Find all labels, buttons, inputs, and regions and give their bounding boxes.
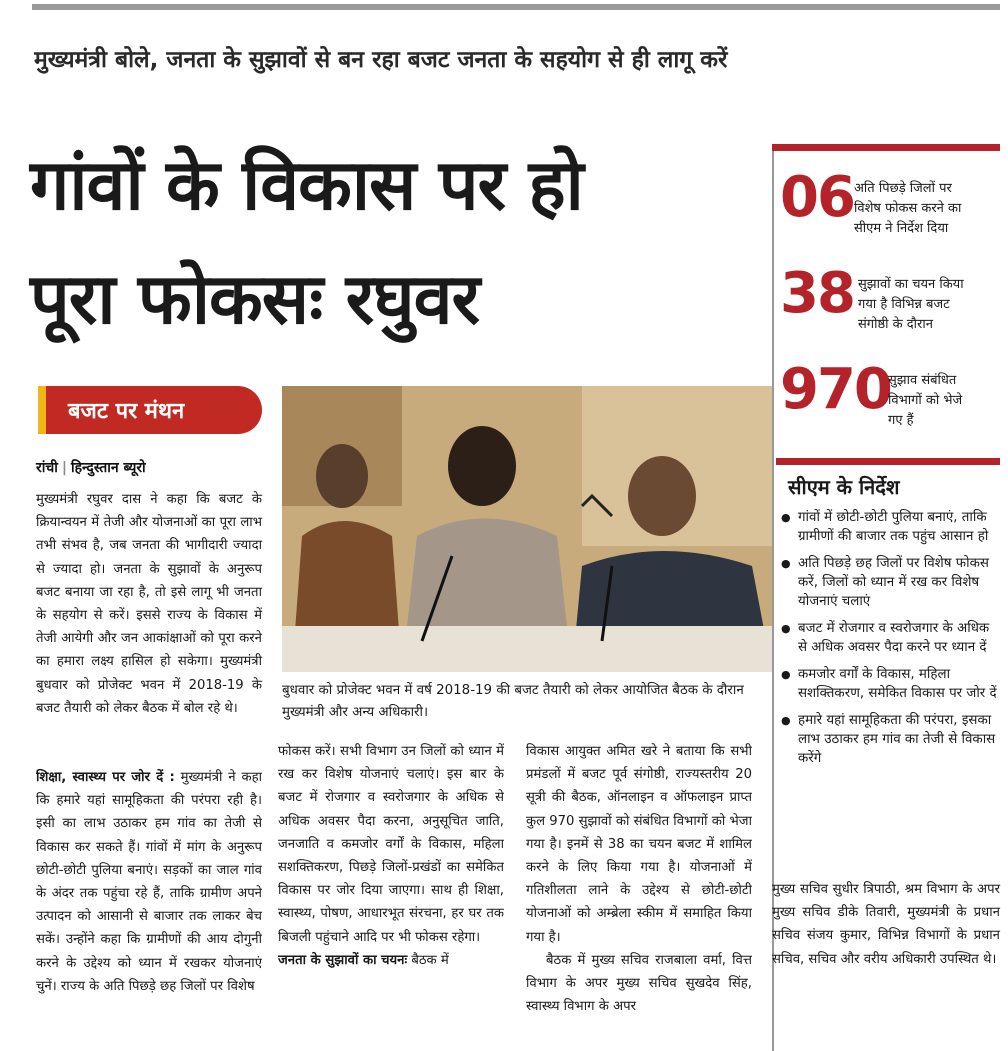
directive-item: ● कमजोर वर्गों के विकास, महिला सशक्तिकरण, समेकित विकास पर जोर दें	[780, 665, 1002, 703]
headline-line-1: गांवों के विकास पर हो	[30, 144, 583, 226]
stat-line: सुझाव संबंधित	[888, 373, 957, 388]
stat-text	[888, 371, 962, 431]
stat-970	[772, 357, 1000, 453]
directives-heading: सीएम के निर्देश	[788, 475, 900, 499]
article-col-1-bottom	[36, 766, 262, 1051]
stats-box	[772, 144, 1000, 456]
article-text: फोकस करें। सभी विभाग उन जिलों को ध्यान में रख कर विशेष योजनाएं चलाएं। इस बार के बजट में रोजगार व स्वरोजगार के अधिक से अधिक अवसर पैदा करना, अनुसूचित जाति, जनजाति व कमजोर वर्गों के विकास, महिला सशक्तिकरण, पिछड़े जिलों-प्रखंडों का समेकित विकास पर जोर दिया जाएगा। साथ ही शिक्षा, स्वास्थ्य, पोषण, आधारभूत संरचना, हर घर तक बिजली पहुंचाने आदि पर भी फोकस रहेगा।	[278, 744, 504, 945]
stat-line: विशेष फोकस करने का	[854, 201, 962, 216]
subheading-education-health: शिक्षा, स्वास्थ्य पर जोर दें :	[36, 770, 175, 785]
stat-line: गया है विभिन्न बजट	[858, 297, 950, 312]
directive-item: ● अति पिछड़े छह जिलों पर विशेष फोकस करें, जिलों को ध्यान में रख कर विशेष योजनाएं चलाएं	[780, 554, 1002, 611]
article-text: मुख्यमंत्री ने कहा कि हमारे यहां सामूहिकता की परंपरा रही है। इसी का लाभ उठाकर हम गांव का तेजी से विकास कर सकते हैं। गांवों में मांग के अनुरूप छोटी-छोटी पुलिया बनाएं। सड़कों का जाल गांव के अंदर तक पहुंचा रहे हैं, ताकि ग्रामीण अपने उत्पादन को आसानी से बाजार तक लाकर बेच सकें। उन्होंने कहा कि ग्रामीणों की आय दोगुनी करने के उद्देश्य को ध्यान में रखकर योजनाएं चुनें। राज्य के अति पिछड़े छह जिलों पर विशेष	[36, 770, 262, 994]
photo-caption: बुधवार को प्रोजेक्ट भवन में वर्ष 2018-19 की बजट तैयारी को लेकर आयोजित बैठक के दौरान मुख्यमंत्री और अन्य अधिकारी।	[282, 683, 744, 720]
stat-line: विभागों को भेजे	[888, 393, 963, 408]
directive-item: ● बजट में रोजगार व स्वरोजगार के अधिक से अधिक अवसर पैदा करने पर ध्यान दें	[780, 619, 1002, 657]
stat-text	[854, 179, 961, 239]
dateline-place: रांची	[36, 460, 58, 476]
stat-text	[858, 275, 964, 335]
article-col-2	[278, 740, 504, 1051]
stat-line: सीएम ने निर्देश दिया	[854, 221, 949, 236]
stat-line: सुझावों का चयन किया	[858, 277, 964, 292]
meeting-photo	[282, 386, 772, 672]
article-col-3	[526, 740, 752, 1051]
article-text: बैठक में	[407, 952, 449, 968]
top-rule	[32, 4, 1000, 10]
dateline-separator: |	[61, 460, 67, 476]
dateline	[36, 458, 264, 477]
headline-line-2: पूरा फोकसः रघुवर	[30, 258, 480, 340]
section-band	[38, 386, 262, 434]
directives-list	[780, 508, 1002, 776]
stat-number: 06	[780, 165, 854, 230]
directives-heading-box	[776, 458, 1000, 498]
article-col-4: मुख्य सचिव सुधीर त्रिपाठी, श्रम विभाग के अपर मुख्य सचिव डीके तिवारी, मुख्यमंत्री के प्रधान सचिव संजय कुमार, विभिन्न विभागों के प्रधान सचिव, सचिव और वरीय अधिकारी उपस्थित थे।	[772, 882, 1000, 967]
section-band-label: बजट पर मंथन	[68, 399, 185, 424]
article-text: विकास आयुक्त अमित खरे ने बताया कि सभी प्रमंडलों में बजट पूर्व संगोष्ठी, राज्यस्तरीय 20 सूत्री की बैठक, ऑनलाइन व ऑफलाइन प्राप्त कुल 970 सुझावों को संबंधित विभागों को भेजा गया है। इनमें से 38 का चयन बजट में शामिल करने के लिए किया गया है। योजनाओं में गतिशीलता लाने के उद्देश्य से छोटी-छोटी योजनाओं को अम्ब्रेला स्कीम में समाहित किया गया है।	[526, 744, 752, 945]
stat-line: अति पिछड़े जिलों पर	[854, 181, 952, 196]
article-text: बैठक में मुख्य सचिव राजबाला वर्मा, वित्त विभाग के अपर मुख्य सचिव सुखदेव सिंह, स्वास्थ्य विभाग के अपर	[526, 952, 752, 1015]
stat-06	[772, 165, 1000, 261]
stat-number: 38	[780, 261, 854, 326]
dateline-bureau: हिन्दुस्तान ब्यूरो	[71, 460, 146, 476]
headline	[30, 128, 770, 356]
article-col-1-top: मुख्यमंत्री रघुवर दास ने कहा कि बजट के क्रियान्वयन में तेजी और योजनाओं का पूरा लाभ तभी संभव है, जब जनता की भागीदारी ज्यादा से ज्यादा हो। जनता के सुझावों के अनुरूप बजट बनाया जा रहा है, तो इसे लागू भी जनता के सहयोग से करें। इससे राज्य के विकास में तेजी आयेगी और जन आकांक्षाओं को पूरा करने का हमारा लक्ष्य हासिल हो सकेगा। मुख्यमंत्री बुधवार को प्रोजेक्ट भवन में 2018-19 के बजट तैयारी को लेकर बैठक में बोल रहे थे।	[36, 492, 262, 716]
kicker: मुख्यमंत्री बोले, जनता के सुझावों से बन रहा बजट जनता के सहयोग से ही लागू करें	[34, 47, 728, 73]
stat-line: संगोष्ठी के दौरान	[858, 317, 933, 332]
directive-item: ● गांवों में छोटी-छोटी पुलिया बनाएं, ताकि ग्रामीणों की बाजार तक पहुंच आसान हो	[780, 508, 1002, 546]
directive-item: ● हमारे यहां सामूहिकता की परंपरा, इसका लाभ उठाकर हम गांव का तेजी से विकास करेंगे	[780, 711, 1002, 768]
photo-illustration	[282, 386, 772, 672]
stat-number: 970	[780, 357, 891, 422]
stat-line: गए हैं	[888, 413, 914, 428]
subheading-public-suggestions: जनता के सुझावों का चयनः	[278, 952, 408, 968]
stat-38	[772, 261, 1000, 357]
